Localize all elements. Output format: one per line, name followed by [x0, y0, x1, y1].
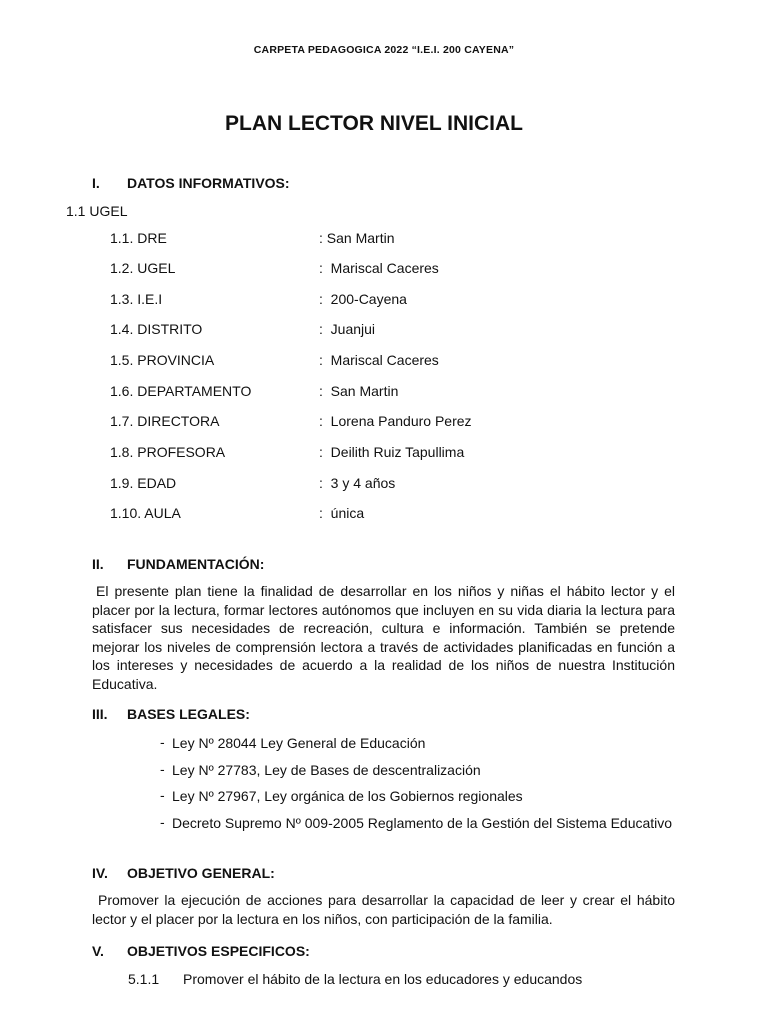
legal-basis-item: Ley Nº 28044 Ley General de Educación [172, 735, 426, 751]
field-value-profesora: : Deilith Ruiz Tapullima [319, 444, 465, 460]
field-value-directora: : Lorena Panduro Perez [319, 413, 472, 429]
list-bullet: - [160, 814, 165, 830]
field-label-distrito: 1.4. DISTRITO [110, 321, 203, 337]
field-label-profesora: 1.8. PROFESORA [110, 444, 226, 460]
page-header: CARPETA PEDAGOGICA 2022 “I.E.I. 200 CAYENA” [253, 44, 515, 56]
legal-basis-item: Decreto Supremo Nº 009-2005 Reglamento de la Gestión del Sistema Educativo [172, 815, 673, 831]
section-3-title: BASES LEGALES: [127, 706, 250, 722]
legal-basis-item: Ley Nº 27967, Ley orgánica de los Gobiernos regionales [172, 788, 523, 804]
field-value-distrito: : Juanjui [319, 321, 376, 337]
field-label-ugel: 1.2. UGEL [110, 260, 176, 276]
field-value-aula: : única [319, 505, 365, 521]
section-4-title: OBJETIVO GENERAL: [127, 865, 275, 881]
list-bullet: - [160, 787, 165, 803]
objetivo-general-paragraph: Promover la ejecución de acciones para desarrollar la capacidad de leer y crear el hábito lector y el placer por la lectura en los niños, con participación de la familia. [92, 892, 675, 927]
section-1-number: I. [92, 175, 100, 191]
section-4-number: IV. [92, 865, 108, 881]
field-value-departamento: : San Martin [319, 383, 399, 399]
field-value-iei: : 200-Cayena [319, 291, 407, 307]
field-value-ugel: : Mariscal Caceres [319, 260, 439, 276]
objective-number: 5.1.1 [128, 971, 160, 987]
field-value-dre: : San Martin [319, 230, 395, 246]
subsection-heading: 1.1 UGEL [66, 203, 128, 219]
objective-text: Promover el hábito de la lectura en los educadores y educandos [183, 971, 583, 987]
field-label-departamento: 1.6. DEPARTAMENTO [110, 383, 252, 399]
document-title: PLAN LECTOR NIVEL INICIAL [225, 112, 523, 135]
field-value-provincia: : Mariscal Caceres [319, 352, 439, 368]
section-5-number: V. [92, 943, 104, 959]
section-3-number: III. [92, 706, 108, 722]
field-label-edad: 1.9. EDAD [110, 475, 177, 491]
field-label-iei: 1.3. I.E.I [110, 291, 163, 307]
section-2-number: II. [92, 556, 104, 572]
list-bullet: - [160, 761, 165, 777]
field-label-provincia: 1.5. PROVINCIA [110, 352, 215, 368]
legal-basis-item: Ley Nº 27783, Ley de Bases de descentralización [172, 762, 481, 778]
field-value-edad: : 3 y 4 años [319, 475, 396, 491]
section-2-title: FUNDAMENTACIÓN: [127, 556, 265, 572]
field-label-directora: 1.7. DIRECTORA [110, 413, 220, 429]
section-1-title: DATOS INFORMATIVOS: [127, 175, 290, 191]
fundamentacion-paragraph: El presente plan tiene la finalidad de desarrollar en los niños y niñas el hábito lector y el placer por la lectura, formar lectores autónomos que incluyen en su vida diaria la lectura para satisfacer sus necesidades de recreación, cultura e información. También se pretende mejorar los niveles de comprensión lectora a través de actividades planificadas en función a los intereses y necesidades de acuerdo a la realidad de los niños de nuestra Institución Educativa. [92, 583, 675, 692]
field-label-dre: 1.1. DRE [110, 230, 167, 246]
list-bullet: - [160, 734, 165, 750]
field-label-aula: 1.10. AULA [110, 505, 181, 521]
section-5-title: OBJETIVOS ESPECIFICOS: [127, 943, 310, 959]
